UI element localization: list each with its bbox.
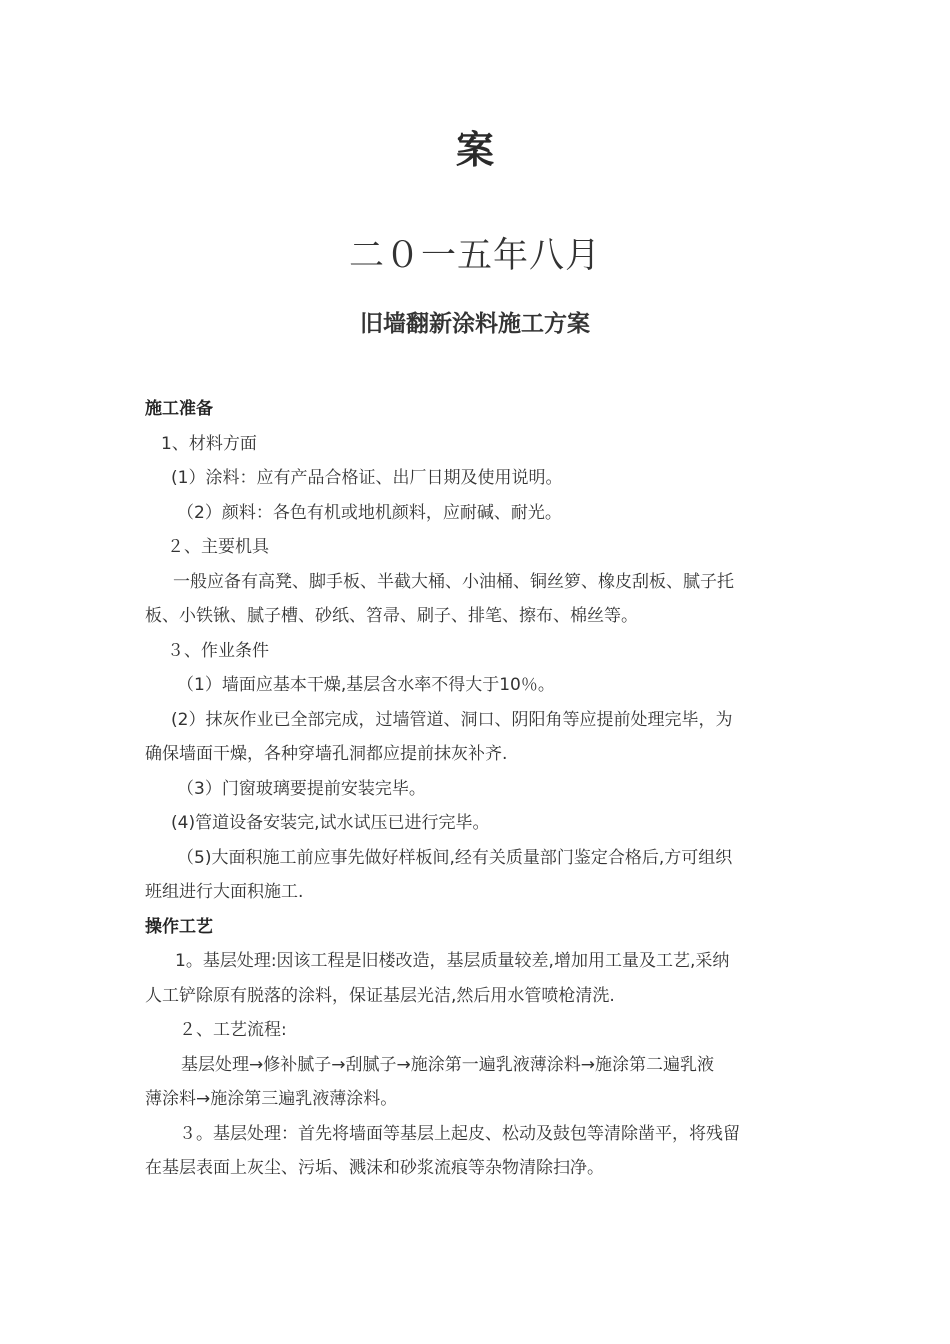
- paragraph-line: （2）颜料：各色有机或地机颜料，应耐碱、耐光。: [177, 502, 562, 523]
- paragraph-line: 在基层表面上灰尘、污垢、溅沫和砂浆流痕等杂物清除扫净。: [145, 1158, 604, 1178]
- paragraph-line: 1。基层处理:因该工程是旧楼改造，基层质量较差,增加用工量及工艺,采纳: [175, 951, 730, 971]
- paragraph-line: (4)管道设备安装完,试水试压已进行完毕。: [171, 813, 490, 833]
- paragraph-line: ３。基层处理：首先将墙面等基层上起皮、松动及鼓包等清除凿平，将残留: [179, 1123, 740, 1144]
- paragraph-line: 一般应备有高凳、脚手板、半截大桶、小油桶、铜丝箩、橡皮刮板、腻子托: [173, 571, 734, 592]
- paragraph-line: （3）门窗玻璃要提前安装完毕。: [177, 778, 426, 799]
- subsection-materials: 1、材料方面: [161, 433, 257, 454]
- paragraph-line: 人工铲除原有脱落的涂料，保证基层光洁,然后用水管喷枪清洗.: [145, 985, 615, 1006]
- section-heading-preparation: 施工准备: [145, 399, 213, 419]
- subsection-conditions: ３、作业条件: [167, 640, 269, 661]
- paragraph-line: 基层处理→修补腻子→刮腻子→施涂第一遍乳液薄涂料→施涂第二遍乳液: [181, 1054, 714, 1075]
- paragraph-line: 确保墙面干燥，各种穿墙孔洞都应提前抹灰补齐.: [145, 744, 508, 764]
- paragraph-line: 薄涂料→施涂第三遍乳液薄涂料。: [145, 1089, 398, 1109]
- paragraph-line: 班组进行大面积施工.: [145, 882, 304, 902]
- cover-title-fragment: 案: [455, 128, 494, 172]
- paragraph-line: （5)大面积施工前应事先做好样板间,经有关质量部门鉴定合格后,方可组织: [177, 847, 733, 868]
- subsection-tools: ２、主要机具: [167, 537, 269, 557]
- paragraph-line: (1）涂料：应有产品合格证、出厂日期及使用说明。: [171, 468, 563, 488]
- paragraph-line: （1）墙面应基本干燥,基层含水率不得大于10％。: [177, 675, 555, 695]
- document-body: [145, 392, 810, 1186]
- cover-date: 二０一五年八月: [348, 236, 601, 276]
- paragraph-line: 板、小铁锹、腻子槽、砂纸、笤帚、刷子、排笔、擦布、棉丝等。: [145, 606, 638, 626]
- section-heading-process: 操作工艺: [145, 916, 213, 937]
- subsection-workflow: ２、工艺流程:: [179, 1020, 287, 1040]
- document-title: 旧墙翻新涂料施工方案: [360, 311, 590, 337]
- paragraph-line: (2）抹灰作业已全部完成，过墙管道、洞口、阴阳角等应提前处理完毕，为: [171, 709, 733, 730]
